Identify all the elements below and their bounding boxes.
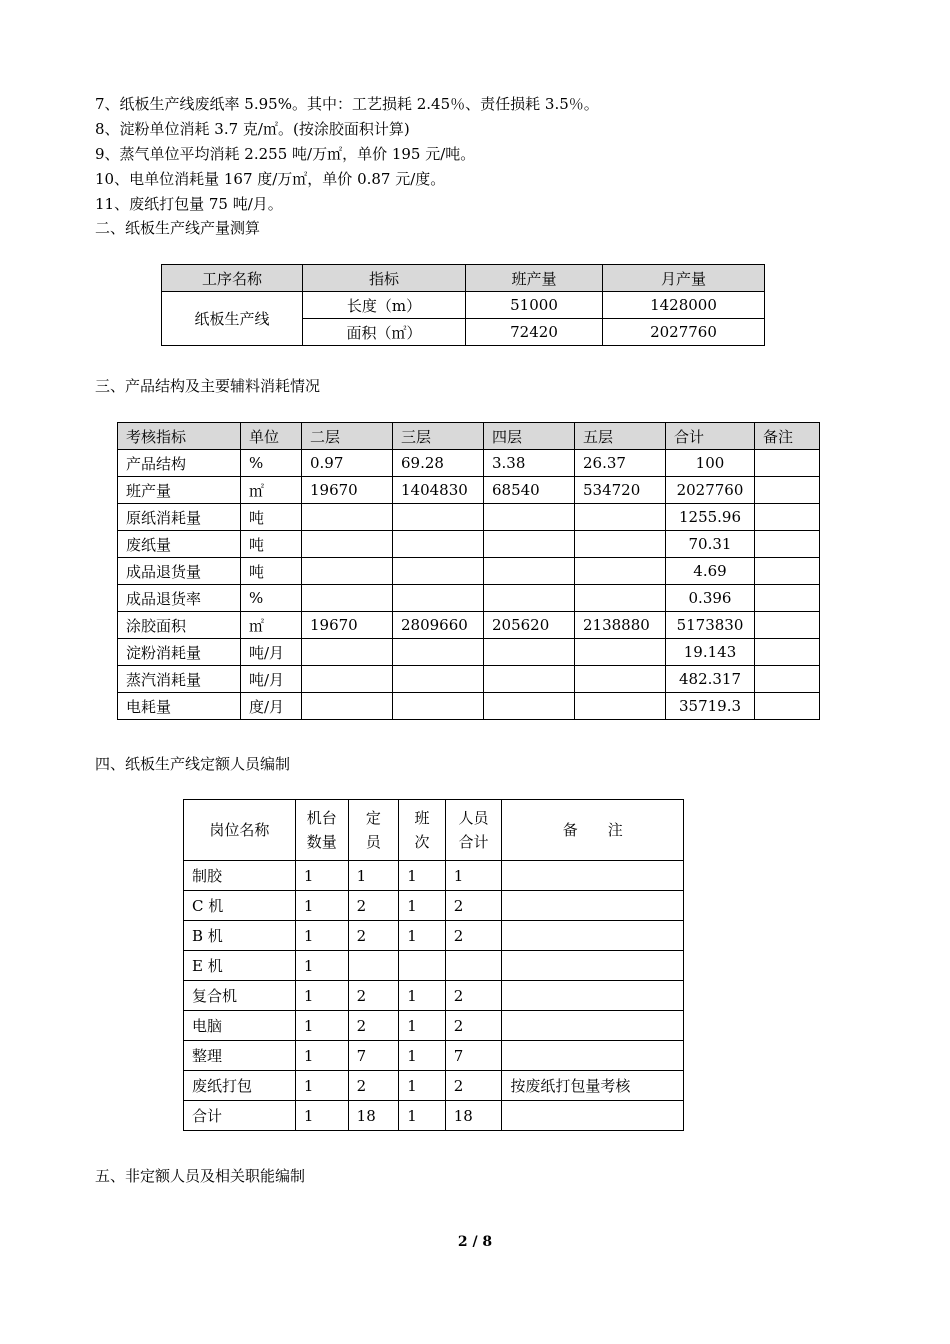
table-cell (502, 921, 684, 951)
table-cell (302, 666, 393, 693)
table-cell (393, 531, 484, 558)
table-cell: E 机 (184, 951, 296, 981)
header-cell-line: 次 (414, 833, 430, 851)
table-cell: 18 (348, 1101, 399, 1131)
table-cell (302, 504, 393, 531)
table-row (184, 921, 684, 951)
table-cell: 19670 (302, 477, 393, 504)
table-row (118, 585, 820, 612)
table-header-row (162, 265, 765, 292)
table-cell: 吨/月 (241, 639, 302, 666)
table-cell: % (241, 585, 302, 612)
table-cell: 1 (399, 921, 446, 951)
table-cell: 电耗量 (118, 693, 241, 720)
table-cell (575, 558, 666, 585)
table-cell: 蒸汽消耗量 (118, 666, 241, 693)
table-cell: 班产量 (118, 477, 241, 504)
table-row (184, 1101, 684, 1131)
clause-11: 11、废纸打包量 75 吨/月。 (95, 195, 283, 213)
clause-8: 8、淀粉单位消耗 3.7 克/㎡。(按涂胶面积计算) (95, 120, 410, 138)
header-cell: 四层 (484, 423, 575, 450)
table-row (184, 1011, 684, 1041)
header-cell (348, 800, 399, 861)
table-cell: 2138880 (575, 612, 666, 639)
table-cell: 1 (295, 981, 348, 1011)
table-row (184, 1071, 684, 1101)
section-4-title: 四、纸板生产线定额人员编制 (95, 755, 291, 773)
table-cell (302, 693, 393, 720)
table-cell: 整理 (184, 1041, 296, 1071)
table-cell: 72420 (466, 319, 603, 346)
staffing-table (183, 799, 684, 1131)
table-cell: 205620 (484, 612, 575, 639)
table-cell (484, 504, 575, 531)
table-cell: 成品退货率 (118, 585, 241, 612)
table-cell: 2027760 (603, 319, 765, 346)
header-cell-line: 备 注 (562, 821, 623, 839)
header-cell (502, 800, 684, 861)
table-cell (348, 951, 399, 981)
table-cell: 2 (445, 1011, 502, 1041)
table-cell: 面积（㎡） (303, 319, 466, 346)
table-cell: 度/月 (241, 693, 302, 720)
header-cell: 三层 (393, 423, 484, 450)
table-cell (399, 951, 446, 981)
table-row (118, 612, 820, 639)
table-cell: 19670 (302, 612, 393, 639)
table-cell: 1 (295, 891, 348, 921)
table-cell: 1 (445, 861, 502, 891)
table-cell: 2 (445, 921, 502, 951)
table-cell: 2 (348, 891, 399, 921)
header-cell (445, 800, 502, 861)
table-row (184, 1041, 684, 1071)
table-row (184, 981, 684, 1011)
table-cell (484, 693, 575, 720)
table-cell (484, 531, 575, 558)
header-cell: 工序名称 (162, 265, 303, 292)
table-cell: 1 (295, 1071, 348, 1101)
table-cell: 18 (445, 1101, 502, 1131)
section-3-title: 三、产品结构及主要辅料消耗情况 (95, 377, 321, 395)
table-cell: 534720 (575, 477, 666, 504)
table-cell (502, 891, 684, 921)
table-cell (755, 558, 820, 585)
table-row (118, 531, 820, 558)
header-cell-line: 人员 (458, 809, 489, 827)
table-cell: 1 (399, 861, 446, 891)
table-cell (502, 861, 684, 891)
table-row (118, 477, 820, 504)
table-cell: 70.31 (666, 531, 755, 558)
page-number: 2 / 8 (457, 1234, 493, 1250)
table-row (162, 292, 765, 319)
header-cell: 指标 (303, 265, 466, 292)
table-cell: ㎡ (241, 612, 302, 639)
table-cell: 1 (399, 1041, 446, 1071)
header-cell-line: 合计 (458, 833, 489, 851)
table-cell: 1 (295, 1041, 348, 1071)
header-cell: 班产量 (466, 265, 603, 292)
table-cell: ㎡ (241, 477, 302, 504)
table-cell: 1 (295, 1101, 348, 1131)
table-cell (755, 612, 820, 639)
table-cell (755, 666, 820, 693)
table-cell: 1 (399, 1101, 446, 1131)
table-cell: 吨/月 (241, 666, 302, 693)
header-cell-line: 机台 (306, 809, 337, 827)
table-cell: 淀粉消耗量 (118, 639, 241, 666)
table-cell (484, 666, 575, 693)
table-cell: 2027760 (666, 477, 755, 504)
clause-10: 10、电单位消耗量 167 度/万㎡，单价 0.87 元/度。 (95, 170, 446, 188)
table-cell: 1 (399, 1011, 446, 1041)
clause-9: 9、蒸气单位平均消耗 2.255 吨/万㎡，单价 195 元/吨。 (95, 145, 476, 163)
table-cell (302, 639, 393, 666)
table-cell (393, 666, 484, 693)
table-cell (502, 981, 684, 1011)
table-cell: 2 (348, 1011, 399, 1041)
table-cell (393, 693, 484, 720)
table-cell: 2 (348, 981, 399, 1011)
table-cell: 1428000 (603, 292, 765, 319)
table-cell: 合计 (184, 1101, 296, 1131)
table-cell: B 机 (184, 921, 296, 951)
table-cell: C 机 (184, 891, 296, 921)
table-cell: 2 (445, 1071, 502, 1101)
header-cell-line: 数量 (306, 833, 337, 851)
table-cell (575, 639, 666, 666)
table-cell: 2 (445, 891, 502, 921)
header-cell: 二层 (302, 423, 393, 450)
table-cell: 5173830 (666, 612, 755, 639)
table-row (118, 693, 820, 720)
table-cell (393, 585, 484, 612)
header-cell (399, 800, 446, 861)
table-cell: 51000 (466, 292, 603, 319)
table-cell (575, 504, 666, 531)
header-cell: 合计 (666, 423, 755, 450)
table-cell (755, 693, 820, 720)
output-table (161, 264, 765, 346)
table-cell (502, 1101, 684, 1131)
table-cell: 废纸打包 (184, 1071, 296, 1101)
table-cell: 1 (399, 981, 446, 1011)
table-cell: 1 (348, 861, 399, 891)
header-cell: 五层 (575, 423, 666, 450)
header-cell (184, 800, 296, 861)
section-5-title: 五、非定额人员及相关职能编制 (95, 1167, 306, 1185)
table-row (184, 891, 684, 921)
table-cell (755, 450, 820, 477)
table-cell: 废纸量 (118, 531, 241, 558)
table-cell (755, 504, 820, 531)
section-2-title: 二、纸板生产线产量测算 (95, 219, 261, 237)
table-cell: 3.38 (484, 450, 575, 477)
header-cell (295, 800, 348, 861)
table-cell (755, 477, 820, 504)
table-cell (302, 558, 393, 585)
header-cell-line: 岗位名称 (209, 821, 270, 839)
table-cell: 按废纸打包量考核 (502, 1071, 684, 1101)
table-cell (575, 531, 666, 558)
table-cell (575, 585, 666, 612)
table-cell (755, 585, 820, 612)
table-row (184, 951, 684, 981)
table-cell (502, 1011, 684, 1041)
table-cell: 7 (445, 1041, 502, 1071)
table-row (118, 558, 820, 585)
table-cell: 1 (295, 951, 348, 981)
table-cell (502, 1041, 684, 1071)
table-cell: 68540 (484, 477, 575, 504)
table-row (118, 450, 820, 477)
table-cell (755, 531, 820, 558)
header-cell: 考核指标 (118, 423, 241, 450)
table-cell: 1 (295, 1011, 348, 1041)
table-cell: 吨 (241, 504, 302, 531)
table-cell: 35719.3 (666, 693, 755, 720)
table-row (118, 504, 820, 531)
header-cell: 备注 (755, 423, 820, 450)
table-cell: 0.396 (666, 585, 755, 612)
header-cell-line: 定 (365, 809, 381, 827)
table-cell (445, 951, 502, 981)
table-cell: 原纸消耗量 (118, 504, 241, 531)
table-cell: 长度（m） (303, 292, 466, 319)
table-cell (393, 639, 484, 666)
table-cell: 69.28 (393, 450, 484, 477)
table-cell (575, 693, 666, 720)
table-cell (575, 666, 666, 693)
table-cell: 2 (348, 921, 399, 951)
table-cell: 1255.96 (666, 504, 755, 531)
header-cell-line: 员 (365, 833, 381, 851)
process-name-cell: 纸板生产线 (162, 292, 303, 346)
table-row (118, 666, 820, 693)
table-row (184, 861, 684, 891)
table-cell: 电脑 (184, 1011, 296, 1041)
table-cell (302, 585, 393, 612)
table-cell (484, 639, 575, 666)
table-cell: 19.143 (666, 639, 755, 666)
table-cell (755, 639, 820, 666)
table-header-row (184, 800, 684, 861)
table-cell: 吨 (241, 531, 302, 558)
table-cell: 吨 (241, 558, 302, 585)
table-cell (302, 531, 393, 558)
header-cell: 单位 (241, 423, 302, 450)
table-cell: 涂胶面积 (118, 612, 241, 639)
table-cell (393, 504, 484, 531)
table-cell: 2 (445, 981, 502, 1011)
table-cell: 7 (348, 1041, 399, 1071)
table-cell: 1 (399, 1071, 446, 1101)
table-row (118, 639, 820, 666)
table-cell (484, 585, 575, 612)
consumption-table (117, 422, 820, 720)
table-cell (502, 951, 684, 981)
clause-7: 7、纸板生产线废纸率 5.95%。其中：工艺损耗 2.45％、责任损耗 3.5％。 (95, 95, 599, 113)
header-cell: 月产量 (603, 265, 765, 292)
table-cell: 1 (295, 861, 348, 891)
table-cell: 1 (295, 921, 348, 951)
table-cell: % (241, 450, 302, 477)
table-cell: 制胶 (184, 861, 296, 891)
table-cell: 0.97 (302, 450, 393, 477)
table-cell: 4.69 (666, 558, 755, 585)
table-cell (484, 558, 575, 585)
header-cell-line: 班 (414, 809, 430, 827)
table-cell: 成品退货量 (118, 558, 241, 585)
table-cell: 2 (348, 1071, 399, 1101)
table-cell (393, 558, 484, 585)
table-cell: 产品结构 (118, 450, 241, 477)
table-cell: 1 (399, 891, 446, 921)
table-cell: 482.317 (666, 666, 755, 693)
table-cell: 1404830 (393, 477, 484, 504)
table-cell: 复合机 (184, 981, 296, 1011)
table-header-row (118, 423, 820, 450)
table-cell: 26.37 (575, 450, 666, 477)
table-cell: 2809660 (393, 612, 484, 639)
table-cell: 100 (666, 450, 755, 477)
